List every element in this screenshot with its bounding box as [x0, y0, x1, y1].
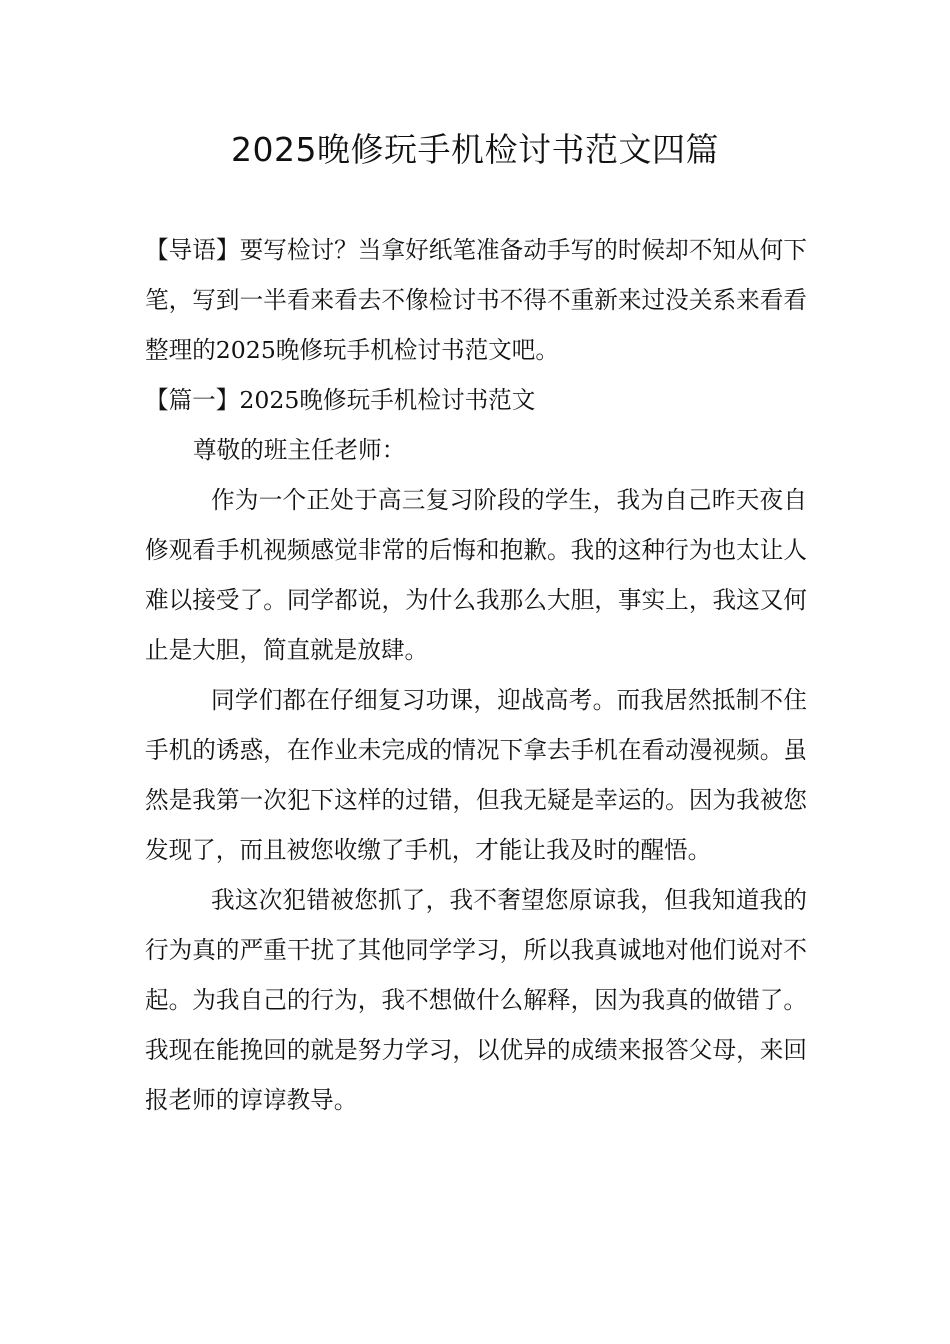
document-title: 2025晚修玩手机检讨书范文四篇	[231, 130, 719, 169]
section-heading: 【篇一】2025晚修玩手机检讨书范文	[145, 386, 536, 414]
intro-paragraph: 【导语】要写检讨？当拿好纸笔准备动手写的时候却不知从何下笔，写到一半看来看去不像检讨书不得不重新来过没关系来看看整理的2025晚修玩手机检讨书范文吧。	[145, 236, 807, 364]
body-paragraph-3: 我这次犯错被您抓了，我不奢望您原谅我，但我知道我的行为真的严重干扰了其他同学学习，所以我真诚地对他们说对不起。为我自己的行为，我不想做什么解释，因为我真的做错了。我现在能挽回的就是努力学习，以优异的成绩来报答父母，来回报老师的谆谆教导。	[145, 886, 807, 1114]
body-paragraph-1: 作为一个正处于高三复习阶段的学生，我为自己昨天夜自修观看手机视频感觉非常的后悔和抱歉。我的这种行为也太让人难以接受了。同学都说，为什么我那么大胆，事实上，我这又何止是大胆，简直就是放肆。	[145, 486, 807, 664]
document-body	[145, 225, 807, 1125]
body-paragraph-2: 同学们都在仔细复习功课，迎战高考。而我居然抵制不住手机的诱惑，在作业未完成的情况下拿去手机在看动漫视频。虽然是我第一次犯下这样的过错，但我无疑是幸运的。因为我被您发现了，而且被您收缴了手机，才能让我及时的醒悟。	[145, 686, 807, 864]
salutation: 尊敬的班主任老师：	[193, 436, 406, 464]
